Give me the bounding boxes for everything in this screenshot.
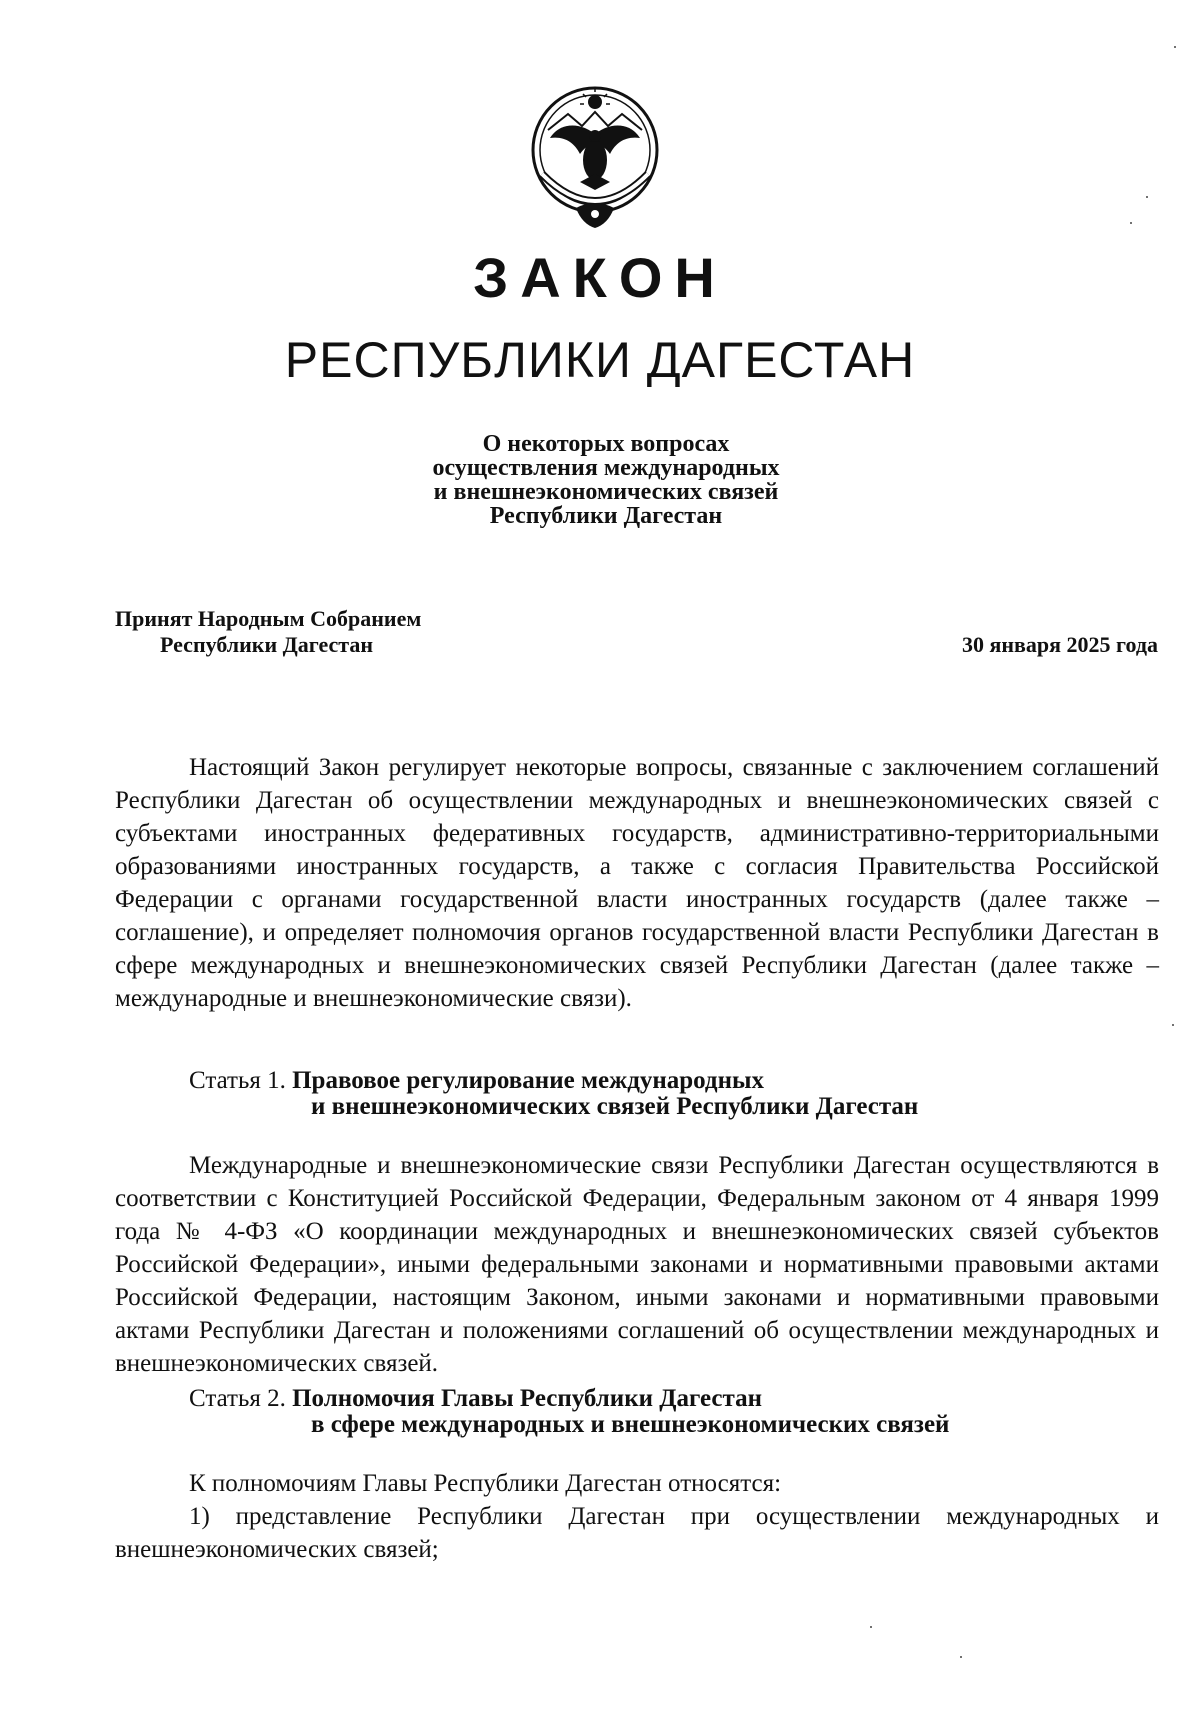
law-name (0, 432, 1200, 528)
law-name-line: и внешнеэкономических связей (433, 479, 779, 505)
article-2-heading (189, 1386, 949, 1438)
article-1-text: Международные и внешнеэкономические связи Республики Дагестан осуществляются в соответствии с Конституцией Российской Федерации, Федеральным законом от 4 января 1999 года № 4-ФЗ «О координации международных и внешнеэкономических связей субъектов Российской Федерации», иными федеральными законами и нормативными правовыми актами Российской Федерации, настоящим Законом, иными законами и нормативными правовыми актами Республики Дагестан и положениями соглашений об осуществлении международных и внешнеэкономических связей. (115, 1152, 1159, 1377)
adoption-statement (115, 606, 421, 658)
intro-text: Настоящий Закон регулирует некоторые вопросы, связанные с заключением соглашений Республики Дагестан об осуществлении международных и внешнеэкономических связей с субъектами иностранных федеративных государств, административно-территориальными образованиями иностранных государств, а также с согласия Правительства Российской Федерации с органами государственной власти иностранных государств (далее также – соглашение), и определяет полномочия органов государственной власти Республики Дагестан в сфере международных и внешнеэкономических связей Республики Дагестан (далее также – международные и внешнеэкономические связи). (115, 754, 1159, 1012)
scan-speck (960, 1656, 962, 1658)
scan-speck (1172, 1024, 1174, 1026)
adoption-line: Принят Народным Собранием (115, 606, 422, 631)
article-2-item-text: 1) представление Республики Дагестан при осуществлении международных и внешнеэкономических связей; (115, 1503, 1159, 1563)
scan-speck (1174, 46, 1176, 48)
article-number: Статья 1. (189, 1067, 286, 1094)
intro-paragraph (115, 751, 1159, 1015)
scan-speck (870, 1626, 872, 1628)
scan-speck (1130, 222, 1132, 224)
article-1-heading (189, 1068, 918, 1120)
article-2-lead-text: К полномочиям Главы Республики Дагестан относятся: (189, 1470, 782, 1497)
law-name-line: осуществления международных (432, 455, 780, 481)
article-title-cont: в сфере международных и внешнеэкономических связей (311, 1411, 950, 1438)
adoption-date: 30 января 2025 года (961, 632, 1158, 657)
article-2-item-1 (115, 1500, 1159, 1566)
article-title: Правовое регулирование международных (292, 1067, 764, 1094)
article-2-lead (115, 1467, 1159, 1500)
scan-speck (1146, 196, 1148, 198)
article-1-paragraph (115, 1149, 1159, 1380)
adoption-line: Республики Дагестан (160, 632, 374, 657)
republic-heading: РЕСПУБЛИКИ ДАГЕСТАН (284, 332, 916, 388)
article-number: Статья 2. (189, 1385, 286, 1412)
coat-of-arms-icon (520, 78, 670, 238)
law-title: ЗАКОН (473, 246, 727, 309)
article-title: Полномочия Главы Республики Дагестан (292, 1385, 762, 1412)
article-title-cont: и внешнеэкономических связей Республики Дагестан (311, 1093, 919, 1120)
law-name-line: Республики Дагестан (489, 503, 723, 529)
law-name-line: О некоторых вопросах (482, 431, 730, 457)
